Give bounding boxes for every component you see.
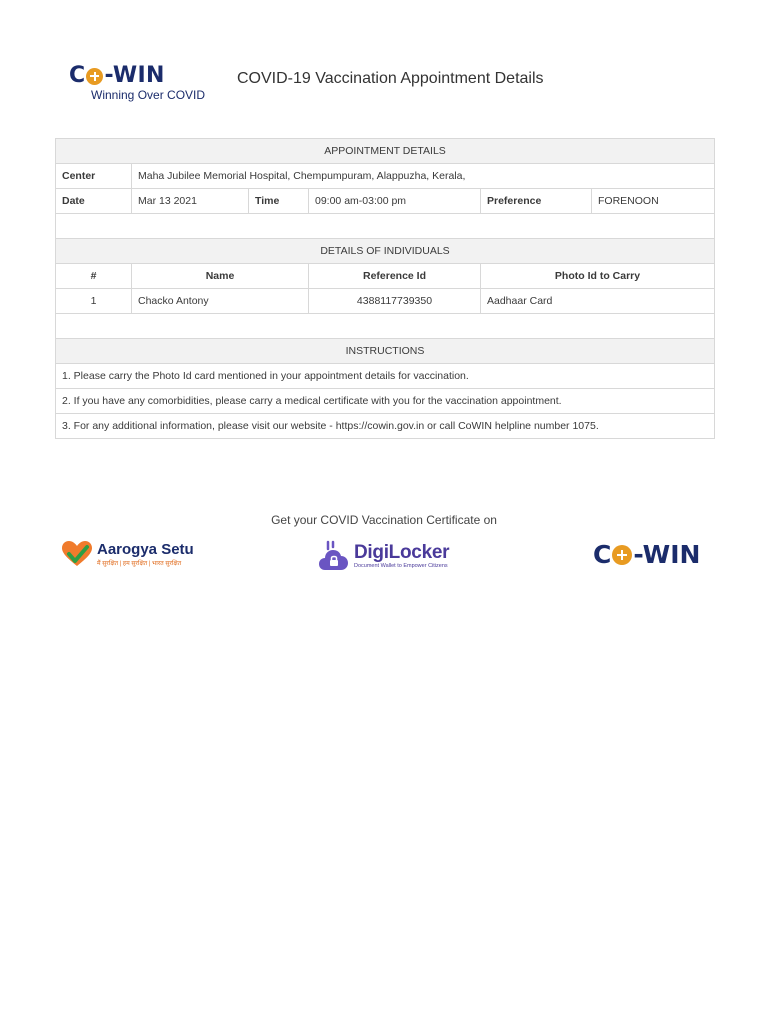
col-reference-id: Reference Id [309, 264, 481, 289]
cowin-tagline: Winning Over COVID [91, 88, 206, 102]
date-label: Date [56, 189, 132, 214]
page-header [0, 0, 768, 130]
page-title: COVID-19 Vaccination Appointment Details [237, 70, 544, 87]
instruction-item: 1. Please carry the Photo Id card mentioned in your appointment details for vaccination. [56, 364, 715, 389]
col-photo-id: Photo Id to Carry [481, 264, 715, 289]
col-name: Name [132, 264, 309, 289]
individuals-header-row [56, 264, 715, 289]
preference-value: FORENOON [592, 189, 715, 214]
table-row [56, 289, 715, 314]
appointment-sheet [55, 138, 715, 439]
individuals-section-header: DETAILS OF INDIVIDUALS [56, 239, 715, 264]
appointment-section-header: APPOINTMENT DETAILS [56, 139, 715, 164]
cowin-plus-icon [612, 545, 632, 565]
instructions-section-header: INSTRUCTIONS [56, 339, 715, 364]
aarogya-subtitle: मैं सुरक्षित | हम सुरक्षित | भारत सुरक्षित [97, 561, 182, 567]
aarogya-setu-logo [61, 540, 194, 568]
date-row [56, 189, 715, 214]
digilocker-cloud-icon [319, 540, 349, 572]
cowin-logo: C -WIN Winning Over COVID [69, 63, 206, 102]
preference-label: Preference [481, 189, 592, 214]
certificate-text: Get your COVID Vaccination Certificate on [271, 513, 497, 527]
center-row [56, 164, 715, 189]
spacer-row [56, 214, 715, 239]
digilocker-title: DigiLocker [354, 542, 450, 563]
time-label: Time [249, 189, 309, 214]
aarogya-title: Aarogya Setu [97, 541, 194, 558]
row-name: Chacko Antony [132, 289, 309, 314]
row-reference-id: 4388117739350 [309, 289, 481, 314]
instruction-item: 3. For any additional information, please visit our website - https://cowin.gov.in or call CoWIN helpline number 1075. [56, 414, 715, 439]
time-value: 09:00 am-03:00 pm [309, 189, 481, 214]
cowin-plus-icon [86, 68, 103, 85]
date-value: Mar 13 2021 [132, 189, 249, 214]
center-label: Center [56, 164, 132, 189]
instruction-item: 2. If you have any comorbidities, please carry a medical certificate with you for the vaccination appointment. [56, 389, 715, 414]
digilocker-subtitle: Document Wallet to Empower Citizens [354, 563, 448, 569]
cowin-footer-logo: C -WIN [593, 540, 701, 569]
col-number: # [56, 264, 132, 289]
aarogya-heart-icon [61, 540, 93, 568]
digilocker-logo [319, 540, 449, 572]
spacer-row [56, 314, 715, 339]
center-value: Maha Jubilee Memorial Hospital, Chempumpuram, Alappuzha, Kerala, [132, 164, 715, 189]
row-photo-id: Aadhaar Card [481, 289, 715, 314]
row-number: 1 [56, 289, 132, 314]
